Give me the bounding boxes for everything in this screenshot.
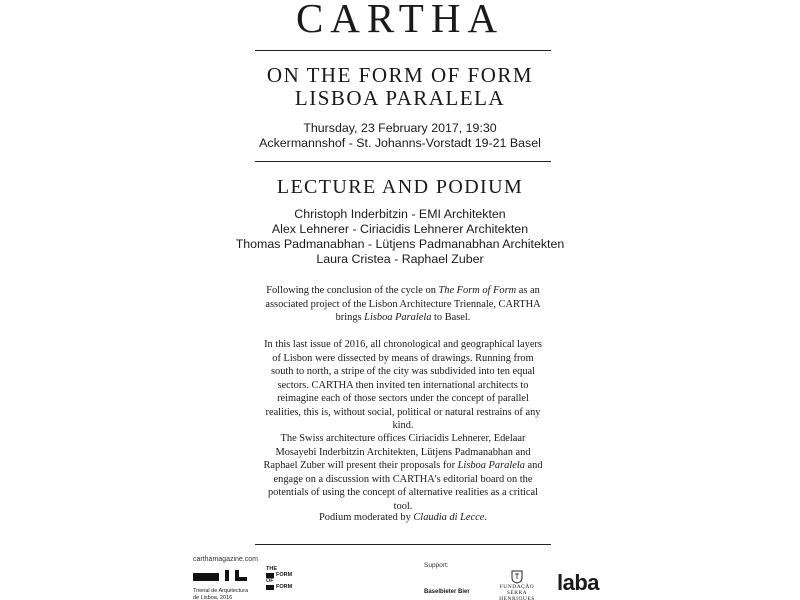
event-venue: Ackermannshof - St. Johanns-Vorstadt 19-21 Basel [259, 136, 541, 150]
text-run: Podium moderated by [319, 512, 414, 523]
speaker-item: Alex Lehnerer - Ciriacidis Lehnerer Architekten [271, 222, 529, 236]
triennale-line: de Lisboa, 2016 [193, 594, 233, 600]
emphasis: Claudia di Lecce [413, 512, 485, 523]
triennale-caption [193, 588, 248, 600]
triennale-line: Trienal de Arquitectura [193, 588, 249, 594]
logo-word: FORM [276, 572, 293, 578]
website-url: carthamagazine.com [193, 556, 258, 563]
title-line-1: ON THE FORM OF FORM [266, 63, 534, 87]
section-heading: LECTURE AND PODIUM [276, 176, 524, 198]
divider [255, 161, 551, 162]
logo-block-icon [266, 573, 274, 578]
text-run: to Basel. [431, 312, 471, 323]
logo-block-icon [266, 585, 274, 590]
event-poster [190, 0, 610, 600]
emphasis: Lisboa Paralela [457, 460, 525, 471]
text-run: and engage on a discussion with CARTHA's editorial board on the potentials of using the concept of alternative realities as a critical tool. [267, 460, 543, 512]
paragraph-intro [262, 284, 544, 325]
logo-word: THE [266, 566, 277, 572]
emphasis: Lisboa Paralela [364, 312, 432, 323]
triennale-logo-icon [193, 569, 253, 589]
sponsor-fundacao [490, 570, 544, 600]
sponsor-baselbieter-bier: Baselbieter Bier [424, 589, 470, 595]
masthead: CARTHA [295, 0, 505, 41]
text-run: The Swiss architecture offices Ciriacidis Lehnerer, Edelaar Mosayebi Inderbitzin Architekten, Lütjens Padmanabhan and Raphael Zuber will present their proposals for [263, 433, 531, 471]
event-date-time: Thursday, 23 February 2017, 19:30 [303, 121, 497, 135]
text-run: as an associated project of the Lisbon Architecture Triennale, CARTHA brings [265, 285, 541, 323]
paragraph-moderator [262, 511, 544, 525]
fundacao-line: SERRA HENRIQUES [499, 590, 535, 600]
form-of-form-logo [266, 566, 306, 598]
paragraph-issue: In this last issue of 2016, all chronological and geographical layers of Lisbon were dissected by means of drawings. Running from south to north, a stripe of the city was subdivided into ten equal sectors. CARTHA then invited ten international architects to reimagine each of those sectors under the concept of parallel realities, this is, without social, political or natural restrains of any kind. [264, 339, 542, 431]
logo-row [266, 584, 306, 590]
paragraph-offices [262, 432, 544, 513]
logo-word: FORM [276, 584, 293, 590]
speaker-item: Laura Cristea - Raphael Zuber [316, 252, 484, 266]
text-run: Following the conclusion of the cycle on [266, 285, 439, 296]
divider [255, 544, 551, 545]
emphasis: The Form of Form [438, 285, 517, 296]
text-run: . [484, 512, 487, 523]
sponsor-laba: laba [557, 570, 600, 595]
title-line-2: LISBOA PARALELA [294, 86, 506, 110]
crest-icon [511, 570, 523, 584]
fundacao-line: FUNDAÇÃO [499, 584, 535, 590]
speaker-item: Thomas Padmanabhan - Lütjens Padmanabhan Architekten [235, 237, 565, 251]
support-label: Support: [424, 562, 449, 569]
divider [255, 50, 551, 51]
speaker-list [190, 207, 610, 267]
speaker-item: Christoph Inderbitzin - EMI Architekten [294, 207, 506, 221]
logo-word: OF [266, 578, 274, 584]
